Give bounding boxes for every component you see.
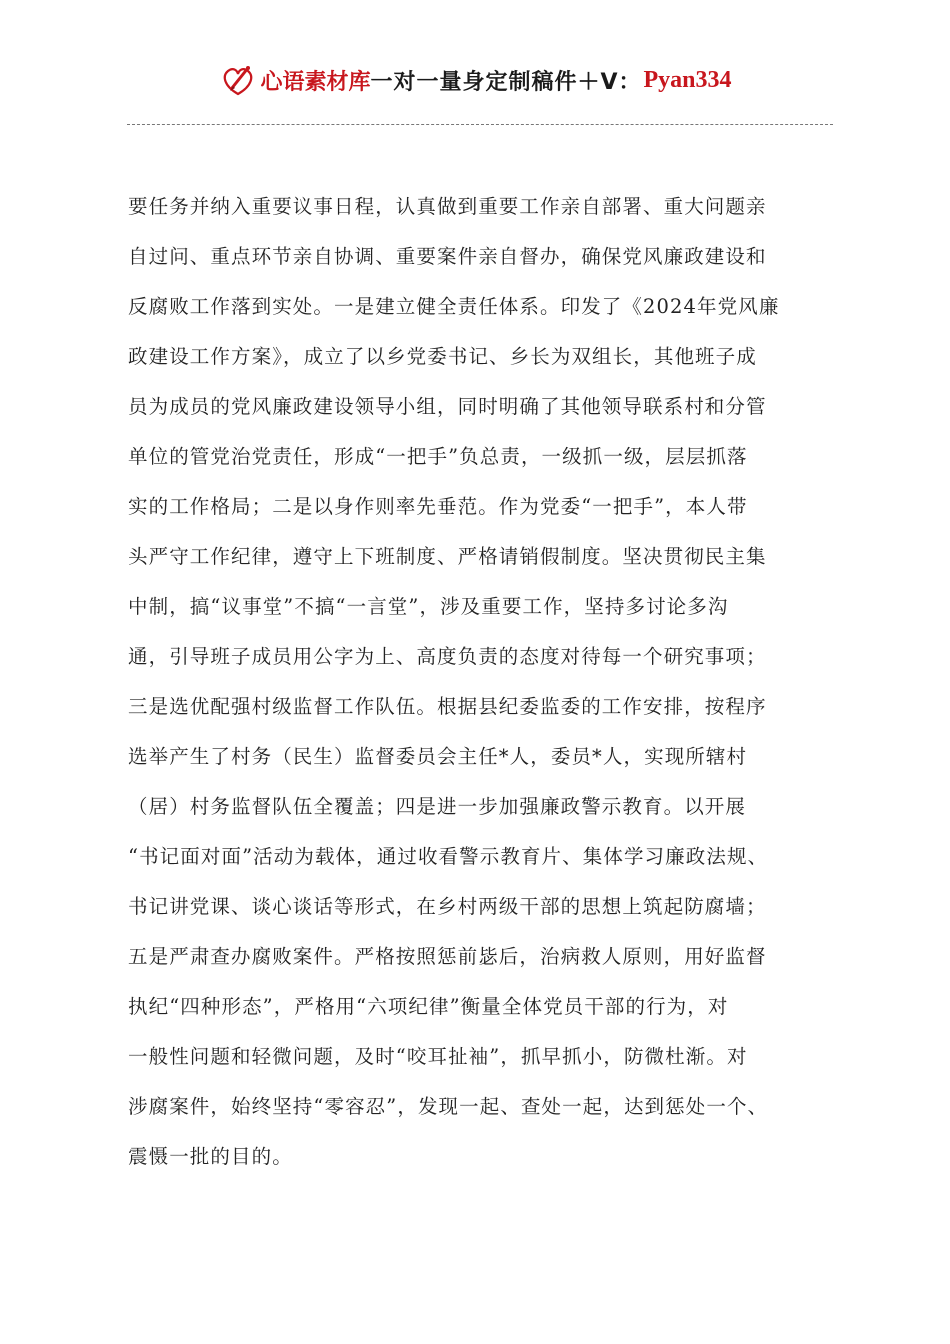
header-divider <box>127 124 833 125</box>
text-line: 一般性问题和轻微问题，及时“咬耳扯袖”，抓早抓小，防微杜渐。对 <box>128 1045 748 1068</box>
text-line: 要任务并纳入重要议事日程，认真做到重要工作亲自部署、重大问题亲 <box>128 195 767 218</box>
text-line: 自过问、重点环节亲自协调、重要案件亲自督办，确保党风廉政建设和 <box>128 245 767 268</box>
pen-heart-logo-icon <box>218 60 258 100</box>
text-line: 单位的管党治党责任，形成“一把手”负总责，一级抓一级，层层抓落 <box>128 445 748 468</box>
text-line: 员为成员的党风廉政建设领导小组，同时明确了其他领导联系村和分管 <box>128 395 767 418</box>
brand-name: 心语素材库 <box>260 68 371 95</box>
document-body <box>128 182 848 1182</box>
contact-id: Pyan334 <box>643 66 732 93</box>
page-header <box>0 56 950 104</box>
text-line: 通，引导班子成员用公字为上、高度负责的态度对待每一个研究事项； <box>128 645 767 668</box>
text-line: 震慑一批的目的。 <box>128 1145 293 1168</box>
text-line: 政建设工作方案》，成立了以乡党委书记、乡长为双组长，其他班子成 <box>128 345 757 368</box>
text-line: 三是选优配强村级监督工作队伍。根据县纪委监委的工作安排，按程序 <box>128 695 767 718</box>
text-line: “书记面对面”活动为载体，通过收看警示教育片、集体学习廉政法规、 <box>128 845 769 868</box>
text-line: 五是严肃查办腐败案件。严格按照惩前毖后，治病救人原则，用好监督 <box>128 945 767 968</box>
text-line: （居）村务监督队伍全覆盖；四是进一步加强廉政警示教育。以开展 <box>128 795 747 818</box>
text-line: 书记讲党课、谈心谈话等形式，在乡村两级干部的思想上筑起防腐墙； <box>128 895 767 918</box>
text-line: 实的工作格局；二是以身作则率先垂范。作为党委“一把手”，本人带 <box>128 495 748 518</box>
header-tagline: 一对一量身定制稿件＋V： <box>370 69 642 95</box>
text-line: 执纪“四种形态”，严格用“六项纪律”衡量全体党员干部的行为，对 <box>128 995 729 1018</box>
text-line: 涉腐案件，始终坚持“零容忍”，发现一起、查处一起，达到惩处一个、 <box>128 1095 769 1118</box>
text-line: 中制，搞“议事堂”不搞“一言堂”，涉及重要工作，坚持多讨论多沟 <box>128 595 729 618</box>
text-line: 选举产生了村务（民生）监督委员会主任*人，委员*人，实现所辖村 <box>128 745 748 768</box>
text-line: 头严守工作纪律，遵守上下班制度、严格请销假制度。坚决贯彻民主集 <box>128 545 767 568</box>
text-line: 反腐败工作落到实处。一是建立健全责任体系。印发了《2024年党风廉 <box>128 295 780 318</box>
